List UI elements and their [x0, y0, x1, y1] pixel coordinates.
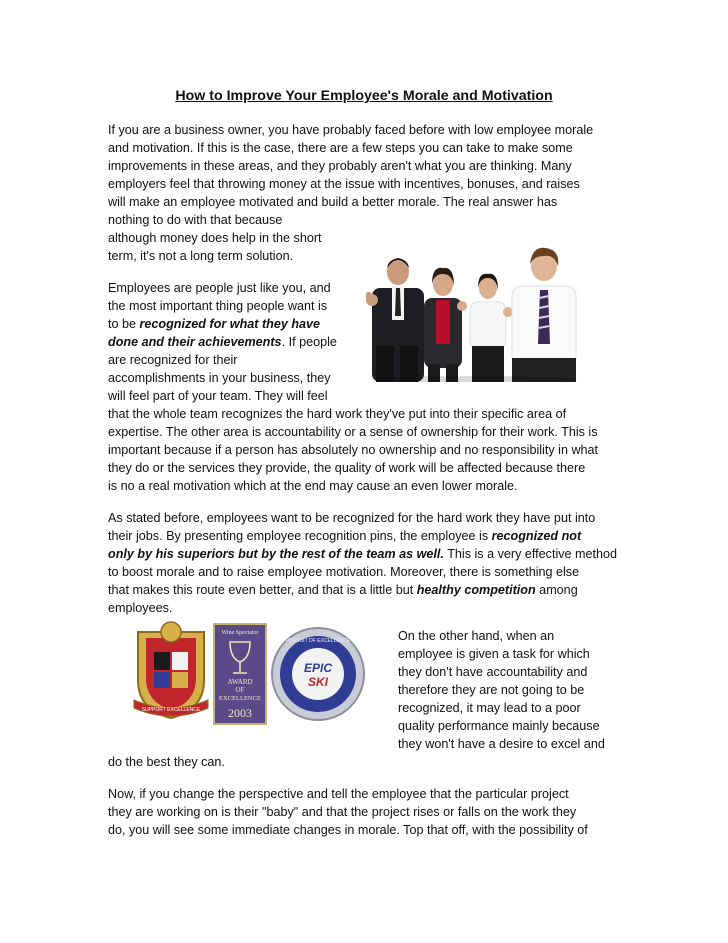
- p2-line-3-text: to be: [108, 317, 140, 331]
- svg-text:OF: OF: [235, 686, 245, 694]
- p5-line-2: they are working on is their "baby" and that the project rises or falls on the work they: [108, 805, 577, 819]
- person-4: [512, 248, 576, 382]
- p3-line-6: employees.: [108, 601, 173, 615]
- p3-line-2-emphasis: recognized not: [491, 529, 582, 543]
- p3-line-3: [108, 545, 617, 563]
- p2-line-12: is no a real motivation which at the end may cause an even lower morale.: [108, 479, 518, 493]
- p4-line-1: On the other hand, when an: [398, 629, 555, 643]
- p2-line-3: [108, 315, 320, 333]
- p2-line-2: the most important thing people want is: [108, 299, 328, 313]
- p2-line-7: will feel part of your team. They will feel: [108, 389, 328, 403]
- p3-line-2-text: their jobs. By presenting employee recognition pins, the employee is: [108, 529, 492, 543]
- p2-line-10: important because if a person has absolutely no ownership and no responsibility in what: [108, 443, 599, 457]
- p2-line-4: [108, 333, 337, 351]
- p1-line-6: nothing to do with that because: [108, 213, 283, 227]
- p4-line-7: they won't have a desire to excel and: [398, 737, 605, 751]
- p4-line-4: therefore they are not going to be: [398, 683, 585, 697]
- p4-line-8: do the best they can.: [108, 755, 225, 769]
- p1-line-1: If you are a business owner, you have probably faced before with low employee morale: [108, 123, 594, 137]
- p5-line-3: do, you will see some immediate changes in morale. Top that off, with the possibility of: [108, 823, 588, 837]
- svg-text:2003: 2003: [228, 706, 252, 720]
- p3-line-4: to boost morale and to raise employee motivation. Moreover, there is something else: [108, 565, 580, 579]
- p4-line-5: recognized, it may lead to a poor: [398, 701, 581, 715]
- p2-line-11: they do or the services they provide, the quality of work will be affected because there: [108, 461, 586, 475]
- pins-illustration: [128, 618, 372, 726]
- p3-line-1: As stated before, employees want to be recognized for the hard work they have put into: [108, 511, 596, 525]
- svg-text:PURSUIT OF EXCELLENCE: PURSUIT OF EXCELLENCE: [285, 638, 351, 644]
- person-2: [424, 268, 467, 382]
- p1-line-7: although money does help in the short: [108, 231, 322, 245]
- p2-line-9: expertise. The other area is accountability or a sense of ownership for their work. This is: [108, 425, 598, 439]
- svg-text:EXCELLENCE: EXCELLENCE: [219, 695, 261, 702]
- p3-line-5-emphasis: healthy competition: [416, 583, 536, 597]
- pin-1-banner-text: SUPPORT EXCELLENCE: [141, 707, 201, 713]
- p3-line-5-text: that makes this route even better, and that is a little but: [108, 583, 417, 597]
- recognition-pins-image: [128, 618, 372, 726]
- pin-3-epic-ski: [272, 628, 364, 720]
- p3-line-5: [108, 581, 578, 599]
- p2-line-4-emphasis: done and their achievements: [108, 335, 282, 349]
- p2-line-5: are recognized for their: [108, 353, 238, 367]
- p2-line-4-text: . If people: [281, 335, 337, 349]
- p1-line-8: term, it's not a long term solution.: [108, 249, 294, 263]
- svg-text:SKI: SKI: [307, 675, 329, 689]
- p2-line-8: that the whole team recognizes the hard work they've put into their specific area of: [108, 407, 567, 421]
- p2-line-6: accomplishments in your business, they: [108, 371, 331, 385]
- pin-1-crest: [134, 622, 208, 718]
- p1-line-4: employers feel that throwing money at the issue with incentives, bonuses, and raises: [108, 177, 580, 191]
- p3-line-5-tail: among: [535, 583, 578, 597]
- p3-line-3-text: This is a very effective method: [443, 547, 618, 561]
- p4-line-2: employee is given a task for which: [398, 647, 590, 661]
- employees-photo: [362, 236, 592, 382]
- person-3: [470, 274, 513, 382]
- page-title: How to Improve Your Employee's Morale and Motivation: [175, 88, 553, 104]
- person-1: [366, 258, 424, 382]
- p2-line-3-emphasis: recognized for what they have: [139, 317, 321, 331]
- employees-illustration: [362, 236, 592, 382]
- p3-line-3-emphasis: only by his superiors but by the rest of the team as well.: [108, 547, 444, 561]
- p5-line-1: Now, if you change the perspective and tell the employee that the particular project: [108, 787, 569, 801]
- pin-2-award: [214, 624, 266, 724]
- p1-line-5: will make an employee motivated and build a better morale. The real answer has: [108, 195, 558, 209]
- svg-text:AWARD: AWARD: [227, 678, 253, 686]
- p3-line-2: [108, 527, 581, 545]
- p2-line-1: Employees are people just like you, and: [108, 281, 331, 295]
- p1-line-2: and motivation. If this is the case, there are a few steps you can take to make some: [108, 141, 573, 155]
- p4-line-6: quality performance mainly because: [398, 719, 600, 733]
- p1-line-3: improvements in these areas, and they probably aren't what you are thinking. Many: [108, 159, 572, 173]
- svg-text:Wine Spectator: Wine Spectator: [221, 630, 259, 636]
- svg-text:EPIC: EPIC: [303, 661, 333, 675]
- p4-line-3: they don't have accountability and: [398, 665, 588, 679]
